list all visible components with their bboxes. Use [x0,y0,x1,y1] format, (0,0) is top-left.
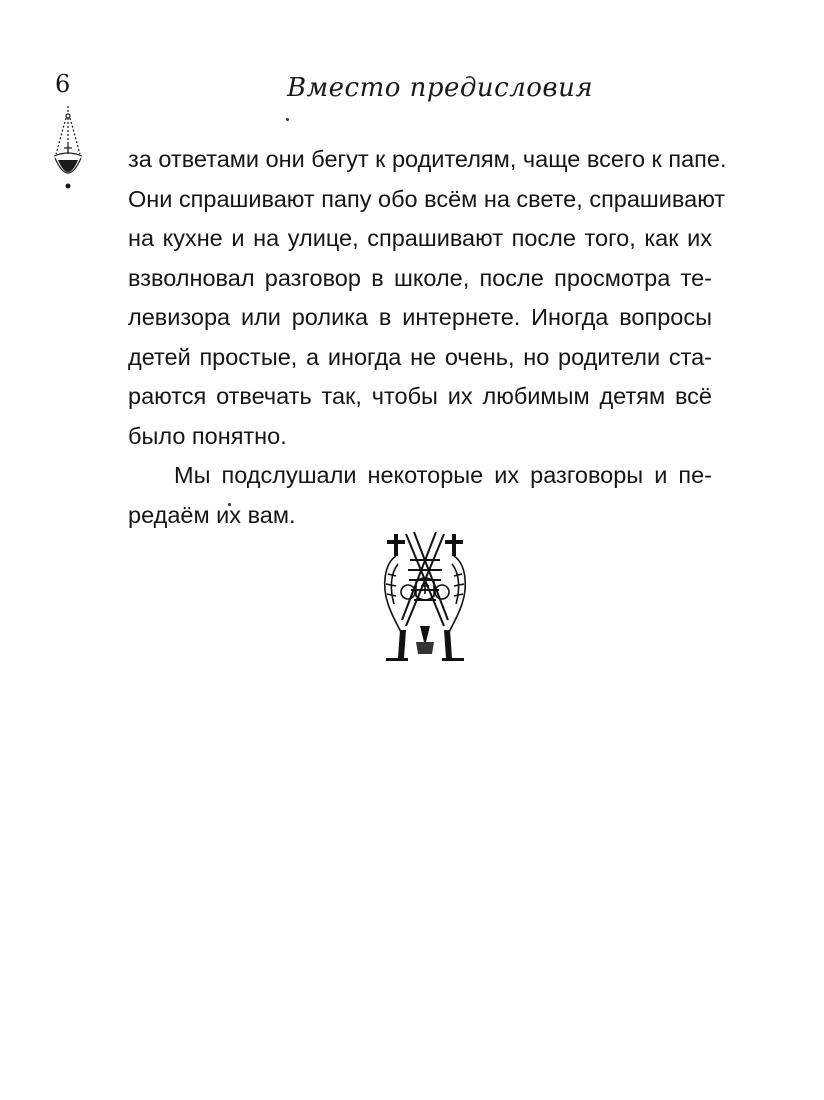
print-speck [286,118,289,121]
text-line: за ответами они бегут к родителям, чаще всего к папе. [128,146,727,172]
paragraph [128,456,712,535]
text-line: было понятно. [128,422,287,449]
text-line: Мы подслушали некоторые их разговоры и пе- [174,462,712,488]
text-line: левизора или ролика в интернете. Иногда вопросы [128,304,712,330]
hanging-lamp-icon [50,104,86,192]
text-line: редаём их вам. [128,501,296,528]
text-line: Они спрашивают папу обо всём на свете, спрашивают [128,185,726,212]
text-line: взволновал разговор в школе, после просмотра те- [128,264,712,291]
body-text [128,140,727,535]
text-line: раются отвечать так, чтобы их любимым детям всё [128,383,712,409]
angels-with-crosses-ornament [376,530,474,668]
paragraph [128,140,727,456]
running-head-title: Вместо предисловия [286,73,594,103]
running-head [280,68,600,108]
page-number: 6 [55,70,71,98]
text-line: на кухне и на улице, спрашивают после того, как их [128,225,712,251]
text-line: детей простые, а иногда не очень, но родители ста- [128,343,712,370]
